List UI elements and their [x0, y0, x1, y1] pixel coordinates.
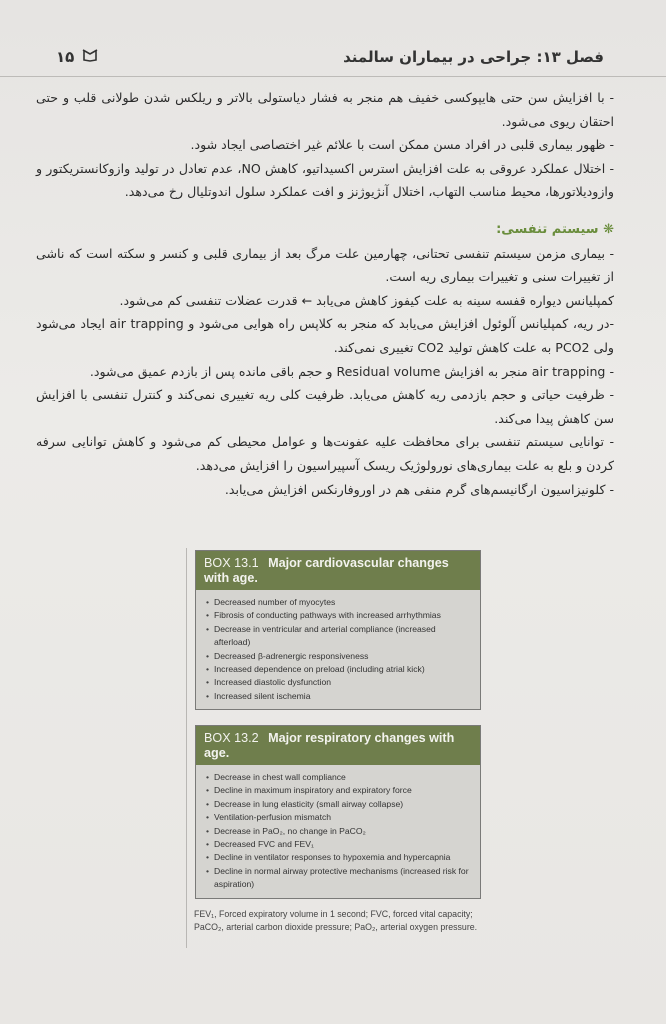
book-corner-icon [82, 48, 98, 66]
list-item: • Decreased β-adrenergic responsiveness [206, 650, 474, 663]
paragraph: - توانایی سیستم تنفسی برای محافظت علیه عفونت‌ها و عوامل محیطی کم می‌شود و کاهش توانایی سرفه کردن و بلع به علت بیماری‌های نورولوژیک ریسک آسپیراسیون را افزایش می‌دهد. [36, 434, 614, 473]
chapter-title: فصل ۱۳: جراحی در بیماران سالمند [343, 48, 604, 66]
list-item: • Increased dependence on preload (including atrial kick) [206, 663, 474, 676]
box-title: Major respiratory changes with age. [204, 731, 455, 760]
paragraph: کمپلیانس دیواره قفسه سینه به علت کیفوز کاهش می‌یابد ← قدرت عضلات تنفسی کم می‌شود. [119, 292, 614, 308]
list-item: • Increased diastolic dysfunction [206, 676, 474, 689]
paragraph: - air trapping منجر به افزایش Residual volume و حجم باقی مانده پس از بازدم عمیق می‌شود. [89, 363, 614, 379]
box-header [196, 551, 480, 590]
box-body [196, 765, 480, 898]
paragraph: - ظرفیت حیاتی و حجم بازدمی ریه کاهش می‌یابد. ظرفیت کلی ریه تغییری نمی‌کند و کنترل تنفسی با افزایش سن کاهش پیدا می‌کند. [36, 387, 614, 426]
paragraph: - با افزایش سن حتی هایپوکسی خفیف هم منجر به فشار دیاستولی بالاتر و ریلکس شدن طولانی قلب و حتی احتقان ریوی می‌شود. [36, 90, 614, 129]
running-header [0, 36, 666, 77]
box-cardiovascular [195, 550, 481, 710]
box-respiratory [195, 725, 481, 899]
box-header [196, 726, 480, 765]
paragraph: -در ریه، کمپلیانس آلوئول افزایش می‌یابد که منجر به کلاپس راه هوایی می‌شود و air trapping ایجاد می‌شود ولی PCO2 به علت کاهش تولید CO2 تغییری نمی‌کند. [36, 316, 614, 355]
list-item: • Fibrosis of conducting pathways with increased arrhythmias [206, 609, 474, 622]
list-item: • Decrease in lung elasticity (small airway collapse) [206, 798, 474, 811]
list-item: • Decreased FVC and FEV₁ [206, 838, 474, 851]
list-item: • Decline in ventilator responses to hypoxemia and hypercapnia [206, 851, 474, 864]
list-item: • Decline in normal airway protective mechanisms (increased risk for aspiration) [206, 865, 474, 892]
box-footnote: FEV₁, Forced expiratory volume in 1 second; FVC, forced vital capacity; PaCO₂, arterial carbon dioxide pressure; PaO₂, arterial oxygen pressure. [194, 909, 478, 932]
box-body [196, 590, 480, 709]
list-item: • Decreased number of myocytes [206, 596, 474, 609]
list-item: • Decline in maximum inspiratory and expiratory force [206, 784, 474, 797]
box-number: BOX 13.1 [204, 556, 259, 570]
list-item: • Ventilation-perfusion mismatch [206, 811, 474, 824]
box-number: BOX 13.2 [204, 731, 259, 745]
list-item: • Increased silent ischemia [206, 690, 474, 703]
body-text [36, 86, 614, 501]
page-number: ۱۵ [56, 48, 75, 66]
box-title: Major cardiovascular changes with age. [204, 556, 449, 585]
box-list [206, 596, 474, 703]
list-item: • Decrease in chest wall compliance [206, 771, 474, 784]
list-item: • Decrease in PaO₂, no change in PaCO₂ [206, 825, 474, 838]
paragraph: - بیماری مزمن سیستم تنفسی تحتانی، چهارمین علت مرگ بعد از بیماری قلبی و کنسر و سکته است که ناشی از تغییرات سنی و تغییرات بیماری ریه است. [36, 245, 614, 285]
list-item: • Decrease in ventricular and arterial compliance (increased afterload) [206, 623, 474, 650]
boxes-column [186, 548, 497, 948]
section-heading-respiratory: ❋ سیستم تنفسی: [496, 221, 614, 237]
box-list [206, 771, 474, 892]
paragraph: - اختلال عملکرد عروقی به علت افزایش استرس اکسیداتیو، کاهش NO، عدم تعادل در تولید وازوکانستریکتور و وازودیلاتورها، محیط مناسب التهاب، اختلال آنژیوژنز و افت عملکرد سلول اندوتلیال رخ می‌دهد. [36, 160, 614, 200]
paragraph: - ظهور بیماری قلبی در افراد مسن ممکن است با علائم غیر اختصاصی ایجاد شود. [190, 137, 614, 153]
paragraph: - کلونیزاسیون ارگانیسم‌های گرم منفی هم در اوروفارنکس افزایش می‌یابد. [224, 481, 614, 497]
